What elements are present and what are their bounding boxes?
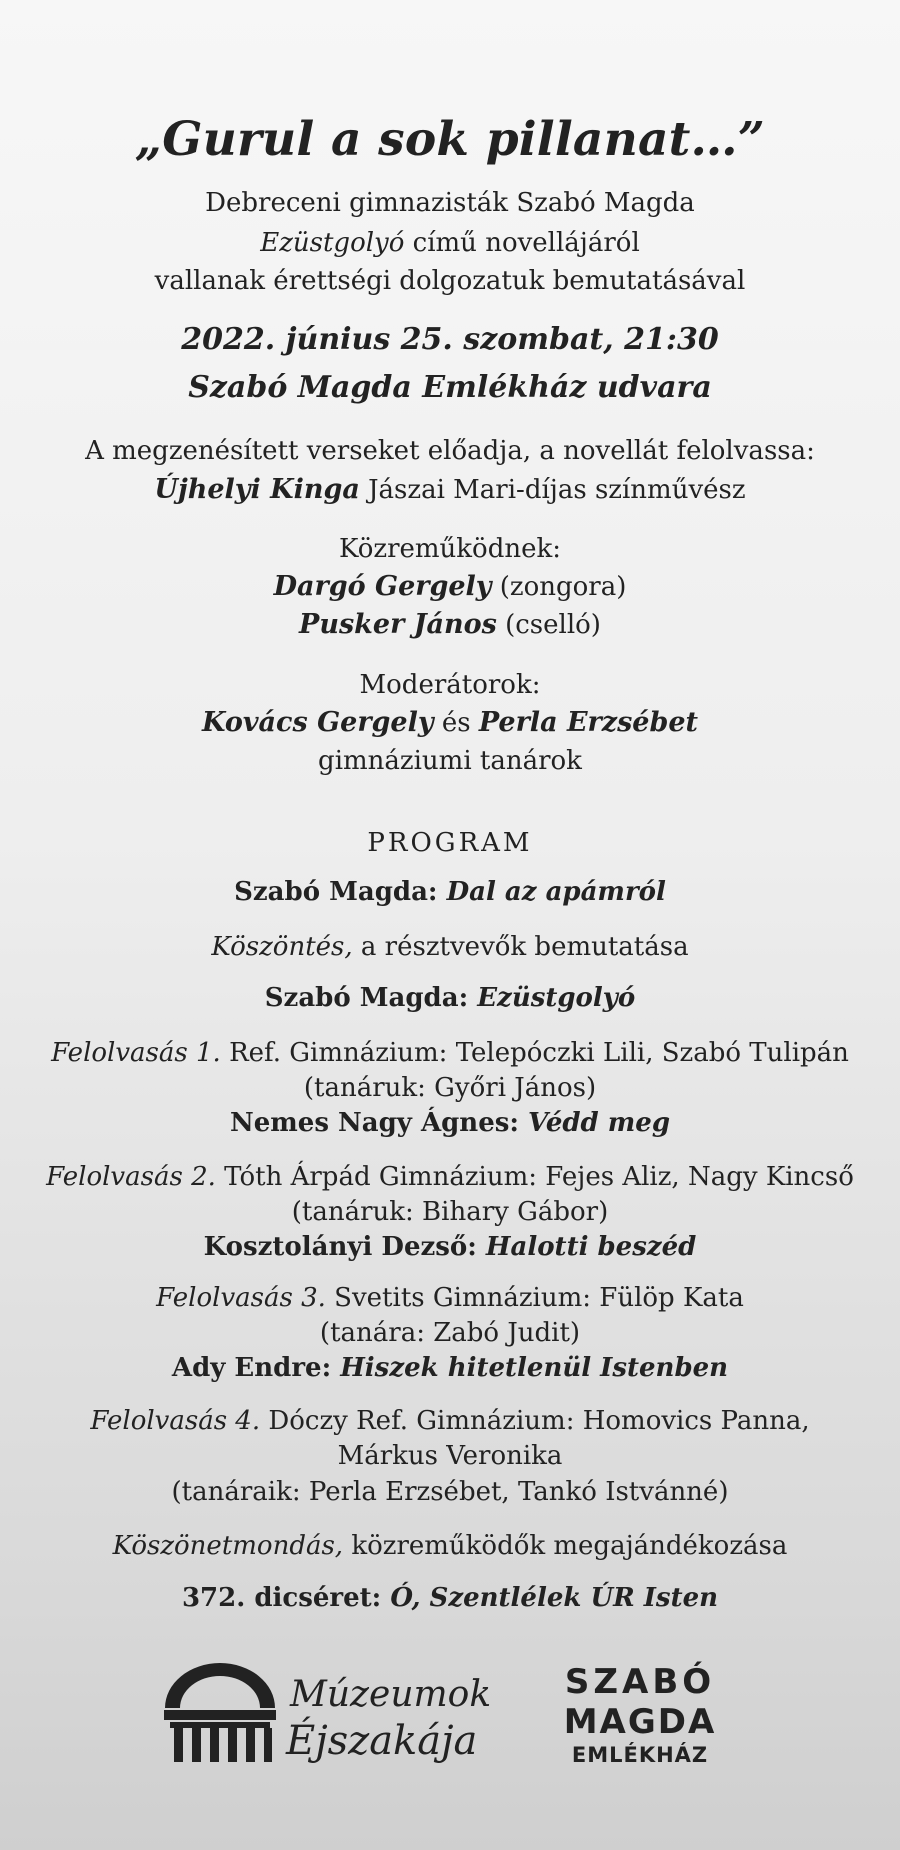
program-greeting: Köszöntés, a résztvevők bemutatása [211,932,689,962]
novel-title: Ezüstgolyó [260,228,405,258]
reading-2: Felolvasás 2. Tóth Árpád Gimnázium: Fejes Aliz, Nagy Kincső [46,1162,854,1192]
logo-line-3: EMLÉKHÁZ [571,1743,709,1767]
program-heading: PROGRAM [367,828,533,858]
reading-3-teacher: (tanára: Zabó Judit) [319,1318,581,1348]
program-item-2: Szabó Magda: Ezüstgolyó [264,983,636,1013]
reading-1: Felolvasás 1. Ref. Gimnázium: Telepóczki Lili, Szabó Tulipán [51,1038,849,1068]
szabo-magda-house-logo [560,1660,720,1770]
event-venue: Szabó Magda Emlékház udvara [188,370,712,405]
performer-line: Újhelyi Kinga Jászai Mari-díjas színművész [154,474,746,505]
logo-line-2: MAGDA [563,1702,717,1742]
moderators-heading: Moderátorok: [359,670,541,700]
reading-1-teacher: (tanáruk: Győri János) [303,1073,597,1103]
svg-text:Múzeumok: Múzeumok [290,1674,492,1715]
poem-2: Kosztolányi Dezső: Halotti beszéd [203,1232,697,1262]
museum-columns-icon [160,1658,500,1768]
moderators-names: Kovács Gergely és Perla Erzsébet [201,707,699,738]
event-title: „Gurul a sok pillanat…” [135,112,765,167]
svg-text:Éjszakája: Éjszakája [286,1718,478,1764]
subtitle-line-2: Ezüstgolyó című novellájáról [260,228,640,258]
subtitle-line-1: Debreceni gimnazisták Szabó Magda [205,188,695,218]
program-hymn: 372. dicséret: Ó, Szentlélek ÚR Isten [181,1583,719,1613]
museum-night-logo [160,1658,500,1768]
poem-1: Nemes Nagy Ágnes: Védd meg [229,1108,671,1138]
reading-4-teacher: (tanáraik: Perla Erzsébet, Tankó Istvánné) [171,1477,729,1507]
reading-4: Felolvasás 4. Dóczy Ref. Gimnázium: Homovics Panna, [90,1406,810,1436]
program-thanks: Köszönetmondás, közreműködők megajándékozása [112,1531,788,1561]
logo-line-1: SZABÓ [564,1662,716,1702]
reading-4-line-2: Márkus Veronika [337,1441,563,1471]
subtitle-line-3: vallanak érettségi dolgozatuk bemutatásával [154,266,746,296]
performer-name: Újhelyi Kinga [154,474,360,505]
program-item-1: Szabó Magda: Dal az apámról [234,877,666,907]
contributors-heading: Közreműködnek: [339,534,561,564]
poem-3: Ady Endre: Hiszek hitetlenül Istenben [171,1353,729,1383]
reading-3: Felolvasás 3. Svetits Gimnázium: Fülöp Kata [156,1283,744,1313]
moderators-desc: gimnáziumi tanárok [318,746,582,776]
performer-intro: A megzenésített verseket előadja, a novellát felolvassa: [85,436,815,466]
reading-2-teacher: (tanáruk: Bihary Gábor) [291,1197,609,1227]
contributor-1: Dargó Gergely (zongora) [273,571,627,602]
contributor-2: Pusker János (cselló) [299,609,601,640]
event-date: 2022. június 25. szombat, 21:30 [181,322,719,357]
